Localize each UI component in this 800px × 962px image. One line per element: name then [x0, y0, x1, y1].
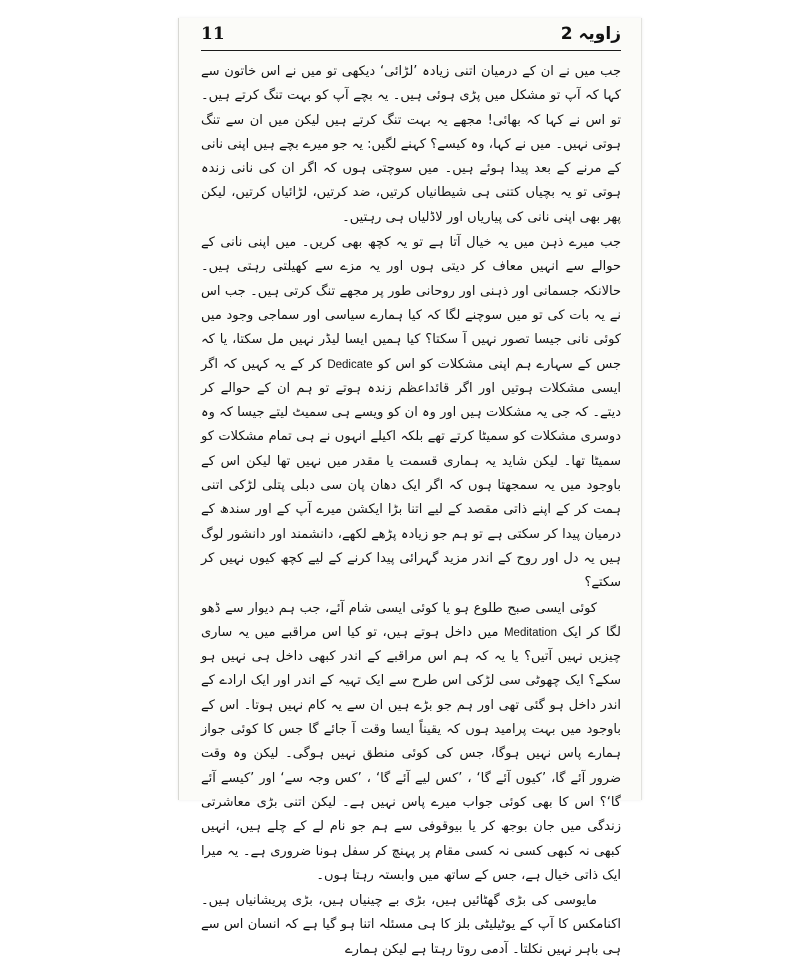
book-page	[178, 18, 642, 957]
paragraph-2	[201, 231, 621, 595]
page-header	[201, 24, 621, 51]
paragraph-1	[201, 60, 621, 230]
paragraph-text: مایوسی کی بڑی گھٹائیں ہیں، بڑی بے چینیاں ہیں، بڑی پریشانیاں ہیں۔ اکنامکس کا آپ کے یوٹیلیٹی بلز کا ہی مسئلہ اتنا ہو گیا ہے کہ انسان اس سے ہی باہر نہیں نکلتا۔ آدمی روتا رہتا ہے لیکن ہمارے	[201, 893, 621, 957]
paragraph-text-continued: میں داخل ہوتے ہیں، تو کیا اس مراقبے میں یہ ساری چیزیں نہیں آتیں؟ یا یہ کہ ہم اس مراقبے کے اندر کبھی داخل ہی نہیں ہو سکے؟ ایک چھوٹی سی لڑکی اس طرح سے ایک تہیہ کے اندر اور ایک ارادے کے اندر داخل ہو گئی تھی اور ہم جو بڑے ہیں ان سے یہ کام نہیں ہوتا۔ اس کے باوجود میں بہت پرامید ہوں کہ یقیناً ایسا وقت آ جائے گا جس کا کوئی جواز ہمارے پاس نہیں ہوگا، جس کی کوئی منطق نہیں ہوگی۔ لیکن وہ وقت ضرور آئے گا، ’کیوں آئے گا‘ ، ’کس لیے آئے گا‘ ، ’کس وجہ سے‘ اور ’کیسے آئے گا‘؟ اس کا بھی کوئی جواب میرے پاس نہیں ہے۔ لیکن اتنی بڑی معاشرتی زندگی میں جان بوجھ کر یا بیوقوفی سے ہم جو نام لے کے چلے ہیں، انہیں کبھی نہ کبھی کسی نہ کسی مقام پر پہنچ کر سفل ہونا ضروری ہے۔ یہ میرا ایک ذاتی خیال ہے، جس کے ساتھ میں وابستہ رہتا ہوں۔	[201, 624, 621, 883]
english-term-dedicate: Dedicate	[327, 358, 373, 371]
paragraph-4	[201, 889, 621, 962]
paragraph-text: جب میرے ذہن میں یہ خیال آتا ہے تو یہ کچھ بھی کریں۔ میں اپنی نانی کے حوالے سے انہیں معاف کر دیتی ہوں اور یہ مزے سے کھیلتی رہتی ہیں۔ حالانکہ جسمانی اور ذہنی اور روحانی طور پر مجھے تنگ کرتی ہیں۔ جب اس نے یہ بات کی تو میں سوچنے لگا کہ کیا ہمارے سیاسی اور سماجی وجود میں کوئی نانی جیسا تصور نہیں آ سکتا؟ کیا ہمیں ایسا لیڈر نہیں مل سکتا، یا کہ جس کے سہارے ہم اپنی مشکلات کو اس کو	[201, 235, 621, 372]
paragraph-text: جب میں نے ان کے درمیان اتنی زیادہ ’لڑائی‘ دیکھی تو میں نے اس خاتون سے کہا کہ آپ تو مشکل میں پڑی ہوئی ہیں۔ یہ بچے آپ کو بہت تنگ کرتے ہیں۔ تو اس نے کہا کہ بھائی! مجھے یہ بہت تنگ کرتے ہیں لیکن میں ان سے تنگ ہوتی نہیں۔ میں نے کہا، وہ کیسے؟ کہنے لگیں: یہ جو میرے بچے ہیں اپنی نانی کے مرنے کے بعد پیدا ہوئے ہیں۔ میں سوچتی ہوں کہ اگر ان کی نانی زندہ ہوتی تو یہ بچیاں کتنی ہی شیطانیاں کرتیں، ضد کرتیں، لڑائیاں کرتیں، لیکن پھر بھی اپنی نانی کی پیاریاں اور لاڈلیاں ہی رہتیں۔	[201, 64, 621, 225]
page-number: 11	[201, 24, 225, 44]
running-title: زاویہ 2	[560, 24, 621, 44]
english-term-meditation: Meditation	[503, 626, 558, 639]
paragraph-3	[201, 597, 621, 889]
paragraph-text-continued: کر کے یہ کہیں کہ اگر ایسی مشکلات ہوتیں اور اگر قائداعظم زندہ ہوتے تو ہم ان کے حوالے کر دیتے۔ کہ جی یہ مشکلات ہیں اور وہ ان کو ویسے ہی سمیٹ لیتے جیسا کہ وہ دوسری مشکلات کو سمیٹا کرتے تھے بلکہ اکیلے انہوں نے ہی تمام مشکلات کو سمیٹا تھا۔ لیکن شاید یہ ہماری قسمت یا مقدر میں نہیں تھا لیکن اس کے باوجود میں یہ سمجھتا ہوں کہ اگر ایک دھان پان سی دبلی پتلی لڑکی اتنی ہمت کر کے اپنے ذاتی مقصد کے لیے اتنا بڑا ایکشن میرے آپ کے اور سندھ کے درمیان پیدا کر سکتی ہے تو ہم جو زیادہ پڑھے لکھے، دانشمند اور دانشور لوگ ہیں یہ دل اور روح کے اندر مزید گہرائی پیدا کرنے کے لیے کچھ کیوں نہیں کر سکتے؟	[201, 356, 621, 591]
paragraph-text: کوئی ایسی صبح طلوع ہو یا کوئی ایسی شام آئے، جب ہم دیوار سے ڈھو لگا کر ایک	[201, 600, 621, 640]
page-body	[201, 60, 621, 957]
